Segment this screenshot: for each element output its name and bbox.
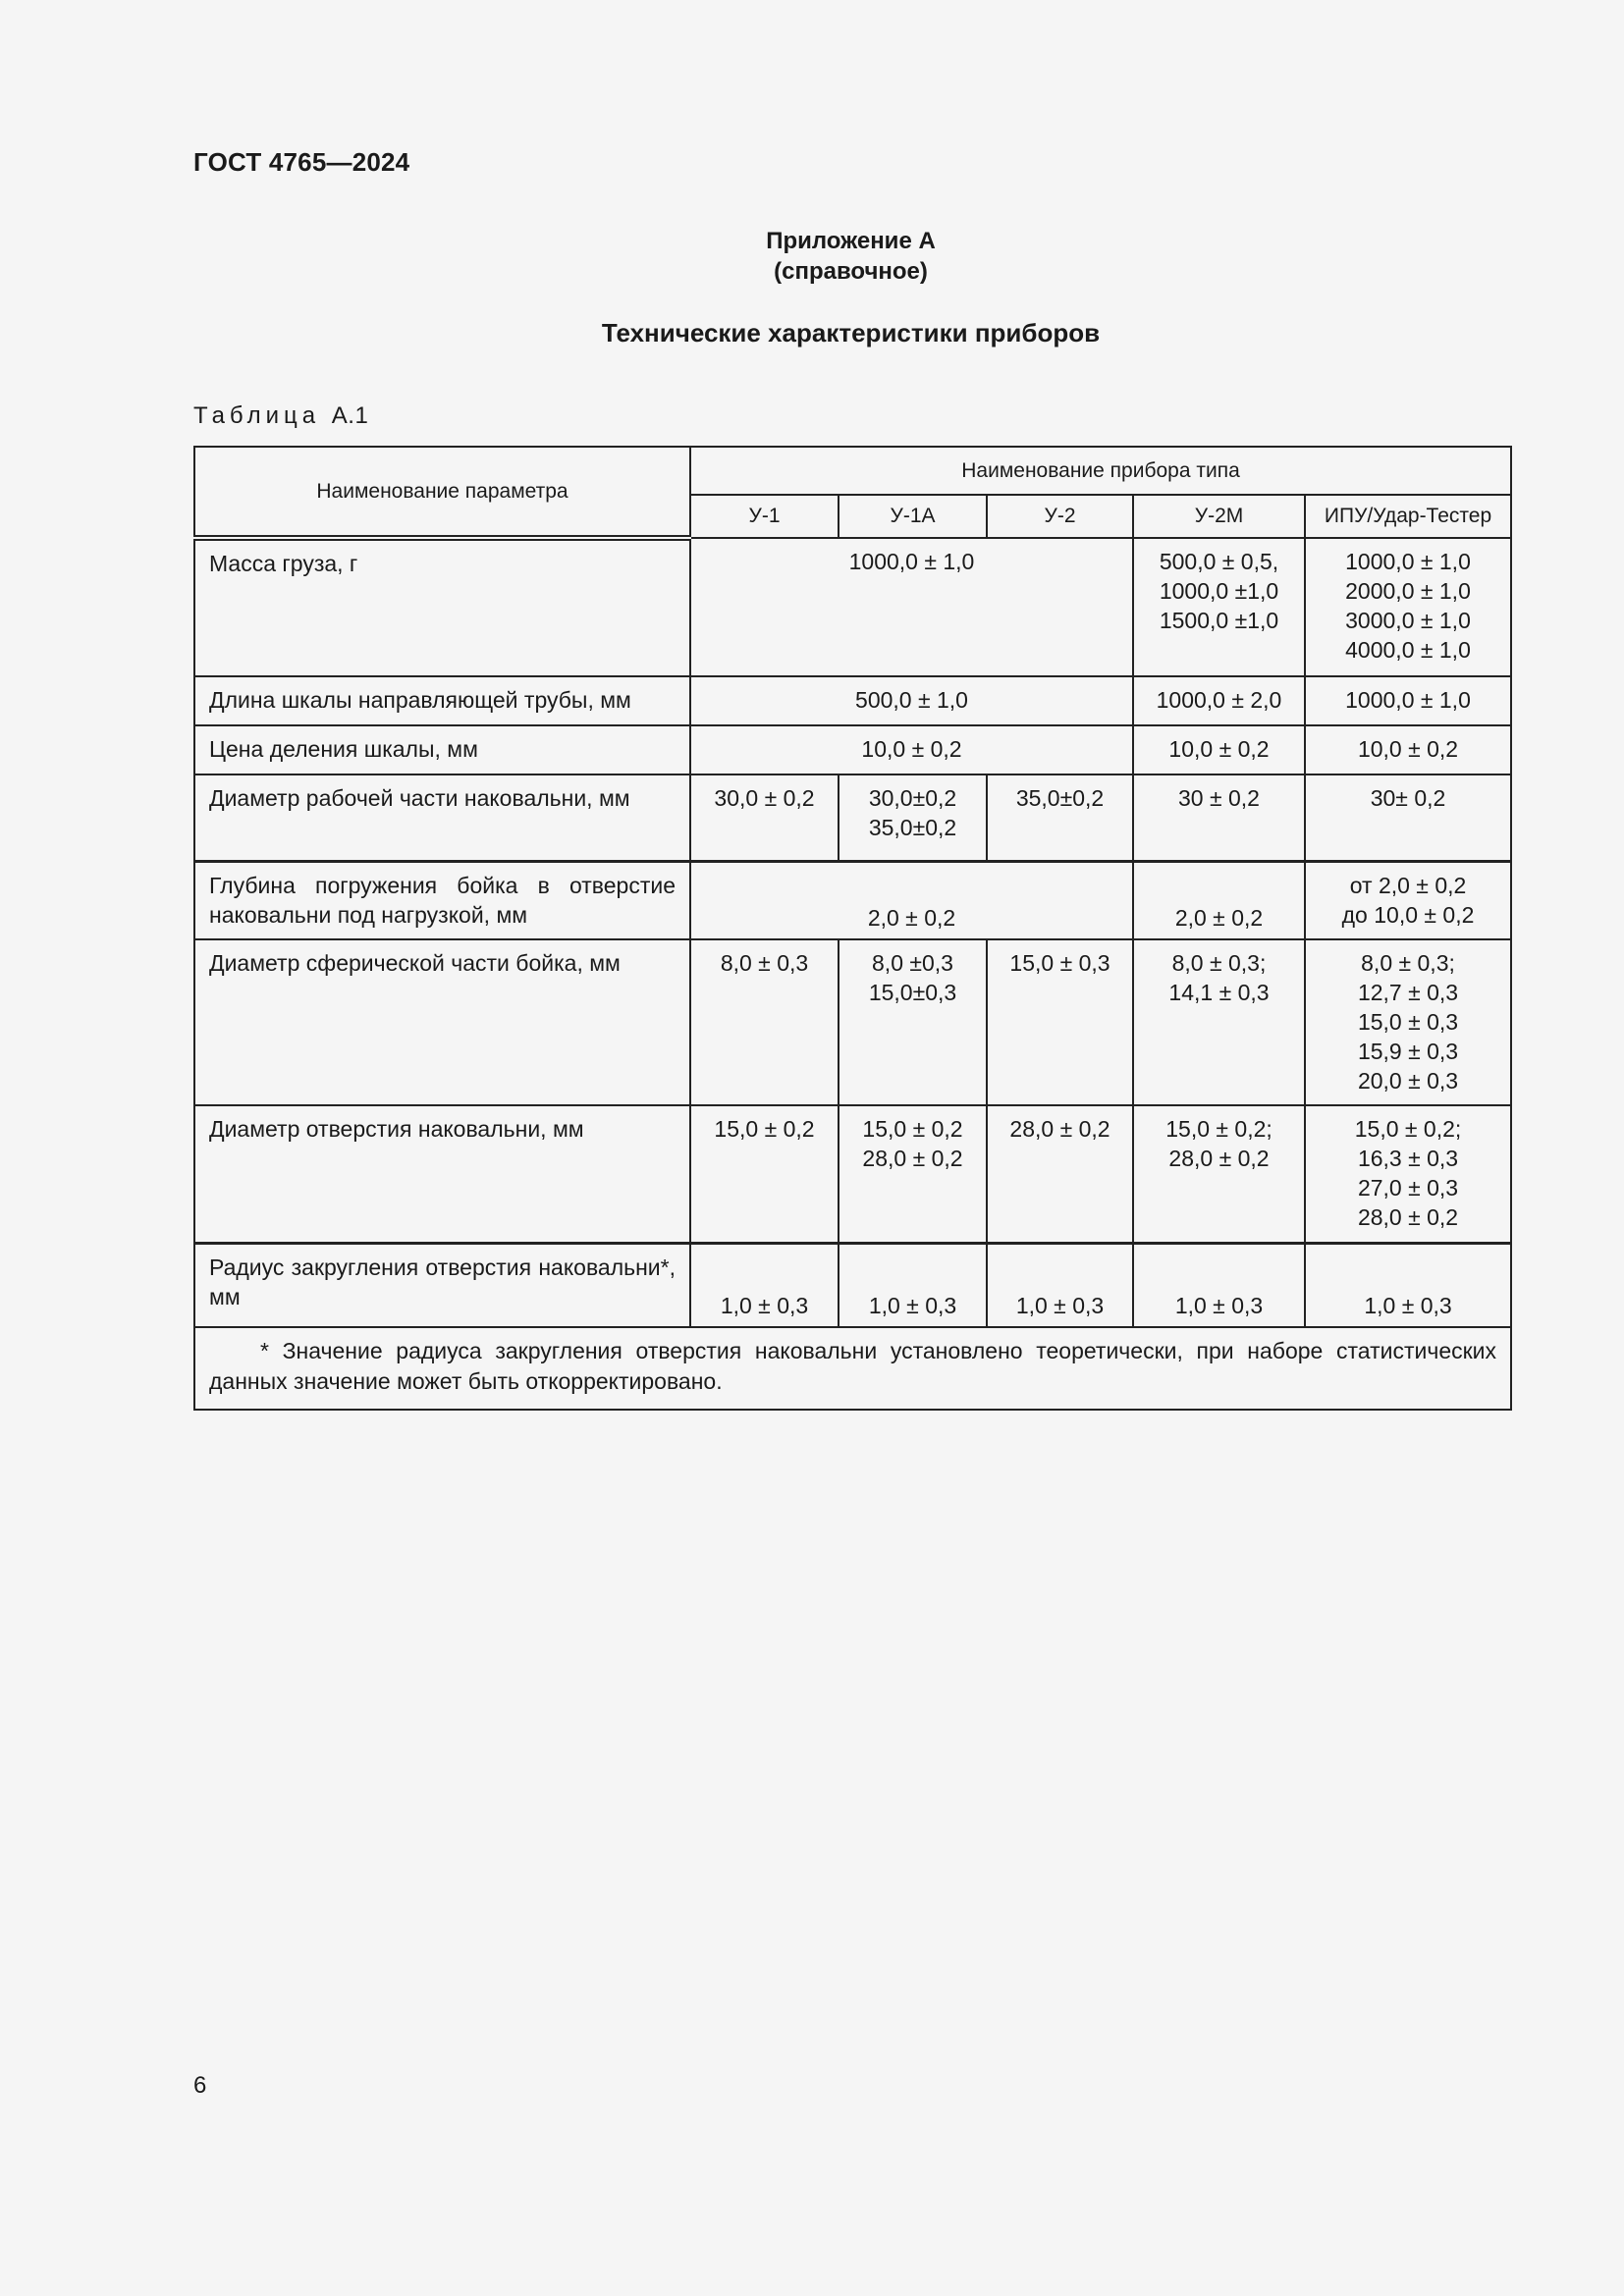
value-cell-ipu: 30± 0,2: [1305, 774, 1511, 861]
value-cell-ipu: 15,0 ± 0,2; 16,3 ± 0,3 27,0 ± 0,3 28,0 ± 0,2: [1305, 1105, 1511, 1243]
device-header-u1: У-1: [690, 495, 839, 538]
table-row-striker-diameter: [194, 939, 1511, 1105]
value-cell-u2m: 1,0 ± 0,3: [1133, 1243, 1305, 1327]
device-header-u1a: У-1А: [839, 495, 987, 538]
value-cell-ipu: 1000,0 ± 1,0: [1305, 676, 1511, 725]
table-row-anvil-diameter: [194, 774, 1511, 861]
table-footnote: [194, 1327, 1511, 1410]
device-header-ipu: ИПУ/Удар-Тестер: [1305, 495, 1511, 538]
value-cell-ipu: 1000,0 ± 1,0 2000,0 ± 1,0 3000,0 ± 1,0 4000,0 ± 1,0: [1305, 538, 1511, 676]
value-cell-u2m: 10,0 ± 0,2: [1133, 725, 1305, 774]
table-caption-number: А.1: [331, 402, 369, 429]
value-cell-u1-u2: 10,0 ± 0,2: [690, 725, 1133, 774]
value-cell-u1: 8,0 ± 0,3: [690, 939, 839, 1105]
value-cell-u2m: 500,0 ± 0,5, 1000,0 ±1,0 1500,0 ±1,0: [1133, 538, 1305, 676]
device-header-u2: У-2: [987, 495, 1133, 538]
table-caption-label: Таблица: [193, 402, 321, 429]
value-cell-ipu: 1,0 ± 0,3: [1305, 1243, 1511, 1327]
table-note-row: [194, 1327, 1511, 1410]
value-cell-ipu: от 2,0 ± 0,2 до 10,0 ± 0,2: [1305, 861, 1511, 939]
appendix-heading: [0, 226, 1624, 287]
appendix-title: Приложение А: [766, 228, 936, 254]
value-cell-u1a: 15,0 ± 0,2 28,0 ± 0,2: [839, 1105, 987, 1243]
param-cell: Глубина погружения бойка в отверстие наковальни под нагрузкой, мм: [194, 861, 690, 939]
value-cell-u1-u2: 1000,0 ± 1,0: [690, 538, 1133, 676]
value-cell-u2: 1,0 ± 0,3: [987, 1243, 1133, 1327]
table-row-depth: [194, 861, 1511, 939]
document-code: ГОСТ 4765—2024: [193, 147, 410, 177]
specifications-table: [193, 446, 1512, 1411]
table-caption: [193, 402, 368, 430]
value-cell-u1a: 30,0±0,2 35,0±0,2: [839, 774, 987, 861]
footnote-text: * Значение радиуса закругления отверстия наковальни установлено теоретически, при наборе статистических данных значение может быть откорректировано.: [209, 1338, 1497, 1394]
page-number: 6: [193, 2072, 207, 2099]
param-cell: Диаметр отверстия наковальни, мм: [194, 1105, 690, 1243]
value-cell-u1-u2: 500,0 ± 1,0: [690, 676, 1133, 725]
value-cell-u2: 28,0 ± 0,2: [987, 1105, 1133, 1243]
param-cell: Длина шкалы направляющей трубы, мм: [194, 676, 690, 725]
section-title: Технические характеристики приборов: [601, 318, 1101, 347]
table-row-division: [194, 725, 1511, 774]
value-cell-u1-u2: 2,0 ± 0,2: [690, 861, 1133, 939]
value-cell-u2m: 30 ± 0,2: [1133, 774, 1305, 861]
device-header-u2m: У-2М: [1133, 495, 1305, 538]
param-column-header: Наименование параметра: [194, 447, 690, 538]
param-cell: Радиус закругления отверстия наковальни*, мм: [194, 1243, 690, 1327]
value-cell-u2m: 8,0 ± 0,3; 14,1 ± 0,3: [1133, 939, 1305, 1105]
value-cell-u1: 30,0 ± 0,2: [690, 774, 839, 861]
table-row-hole-diameter: [194, 1105, 1511, 1243]
value-cell-u1a: 1,0 ± 0,3: [839, 1243, 987, 1327]
value-cell-u1: 1,0 ± 0,3: [690, 1243, 839, 1327]
value-cell-u2m: 2,0 ± 0,2: [1133, 861, 1305, 939]
value-cell-u2m: 15,0 ± 0,2; 28,0 ± 0,2: [1133, 1105, 1305, 1243]
value-cell-ipu: 8,0 ± 0,3; 12,7 ± 0,3 15,0 ± 0,3 15,9 ± 0,3 20,0 ± 0,3: [1305, 939, 1511, 1105]
table-row-scale-length: [194, 676, 1511, 725]
table-header-row: [194, 447, 1511, 495]
table-row-radius: [194, 1243, 1511, 1327]
appendix-subtitle: (справочное): [774, 258, 928, 285]
value-cell-u2: 35,0±0,2: [987, 774, 1133, 861]
value-cell-u1a: 8,0 ±0,3 15,0±0,3: [839, 939, 987, 1105]
device-group-header: Наименование прибора типа: [690, 447, 1511, 495]
param-cell: Диаметр рабочей части наковальни, мм: [194, 774, 690, 861]
table-row-mass: [194, 538, 1511, 676]
value-cell-u1: 15,0 ± 0,2: [690, 1105, 839, 1243]
value-cell-u2m: 1000,0 ± 2,0: [1133, 676, 1305, 725]
param-cell: Масса груза, г: [194, 538, 690, 676]
param-cell: Цена деления шкалы, мм: [194, 725, 690, 774]
param-cell: Диаметр сферической части бойка, мм: [194, 939, 690, 1105]
value-cell-ipu: 10,0 ± 0,2: [1305, 725, 1511, 774]
value-cell-u2: 15,0 ± 0,3: [987, 939, 1133, 1105]
